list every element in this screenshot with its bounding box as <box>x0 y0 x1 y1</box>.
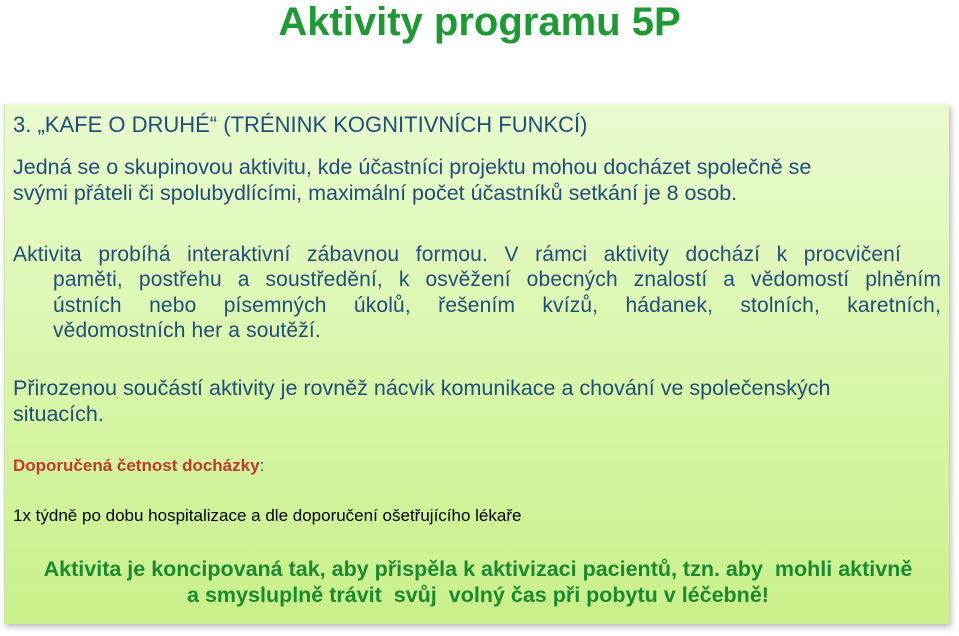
closing-line-2: a smysluplně trávit svůj volný čas při pobytu v léčebně! <box>187 583 769 607</box>
paragraph-2-line-2: paměti, postřehu a soustředění, k osvěžení obecných znalostí a vědomostí plněním <box>53 268 941 291</box>
frequency-label-row <box>13 456 264 476</box>
frequency-label: Doporučená četnost docházky <box>13 456 260 475</box>
paragraph-3-line-1: Přirozenou součástí aktivity je rovněž nácvik komunikace a chování ve společenských <box>13 376 831 400</box>
frequency-colon: : <box>259 456 265 475</box>
paragraph-3-line-2: situacích. <box>13 402 104 426</box>
paragraph-1-line-2: svými přáteli či spolubydlícími, maximální počet účastníků setkání je 8 osob. <box>13 181 738 205</box>
section-heading: 3. „KAFE O DRUHÉ“ (TRÉNINK KOGNITIVNÍCH FUNKCÍ) <box>13 112 588 137</box>
slide-title: Aktivity programu 5P <box>278 0 681 44</box>
frequency-text: 1x týdně po dobu hospitalizace a dle doporučení ošetřujícího lékaře <box>13 506 522 525</box>
paragraph-2-line-3: ústních nebo písemných úkolů, řešením kvízů, hádanek, stolních, karetních, <box>53 294 941 317</box>
paragraph-2-line-4: vědomostních her a soutěží. <box>53 319 321 342</box>
closing-line-1: Aktivita je koncipovaná tak, aby přispěla k aktivizaci pacientů, tzn. aby mohli aktivně <box>43 557 913 581</box>
paragraph-2-line-1: Aktivita probíhá interaktivní zábavnou formou. V rámci aktivity dochází k procvičení <box>13 243 901 266</box>
paragraph-1-line-1: Jedná se o skupinovou aktivitu, kde účastníci projektu mohou docházet společně se <box>13 155 812 179</box>
